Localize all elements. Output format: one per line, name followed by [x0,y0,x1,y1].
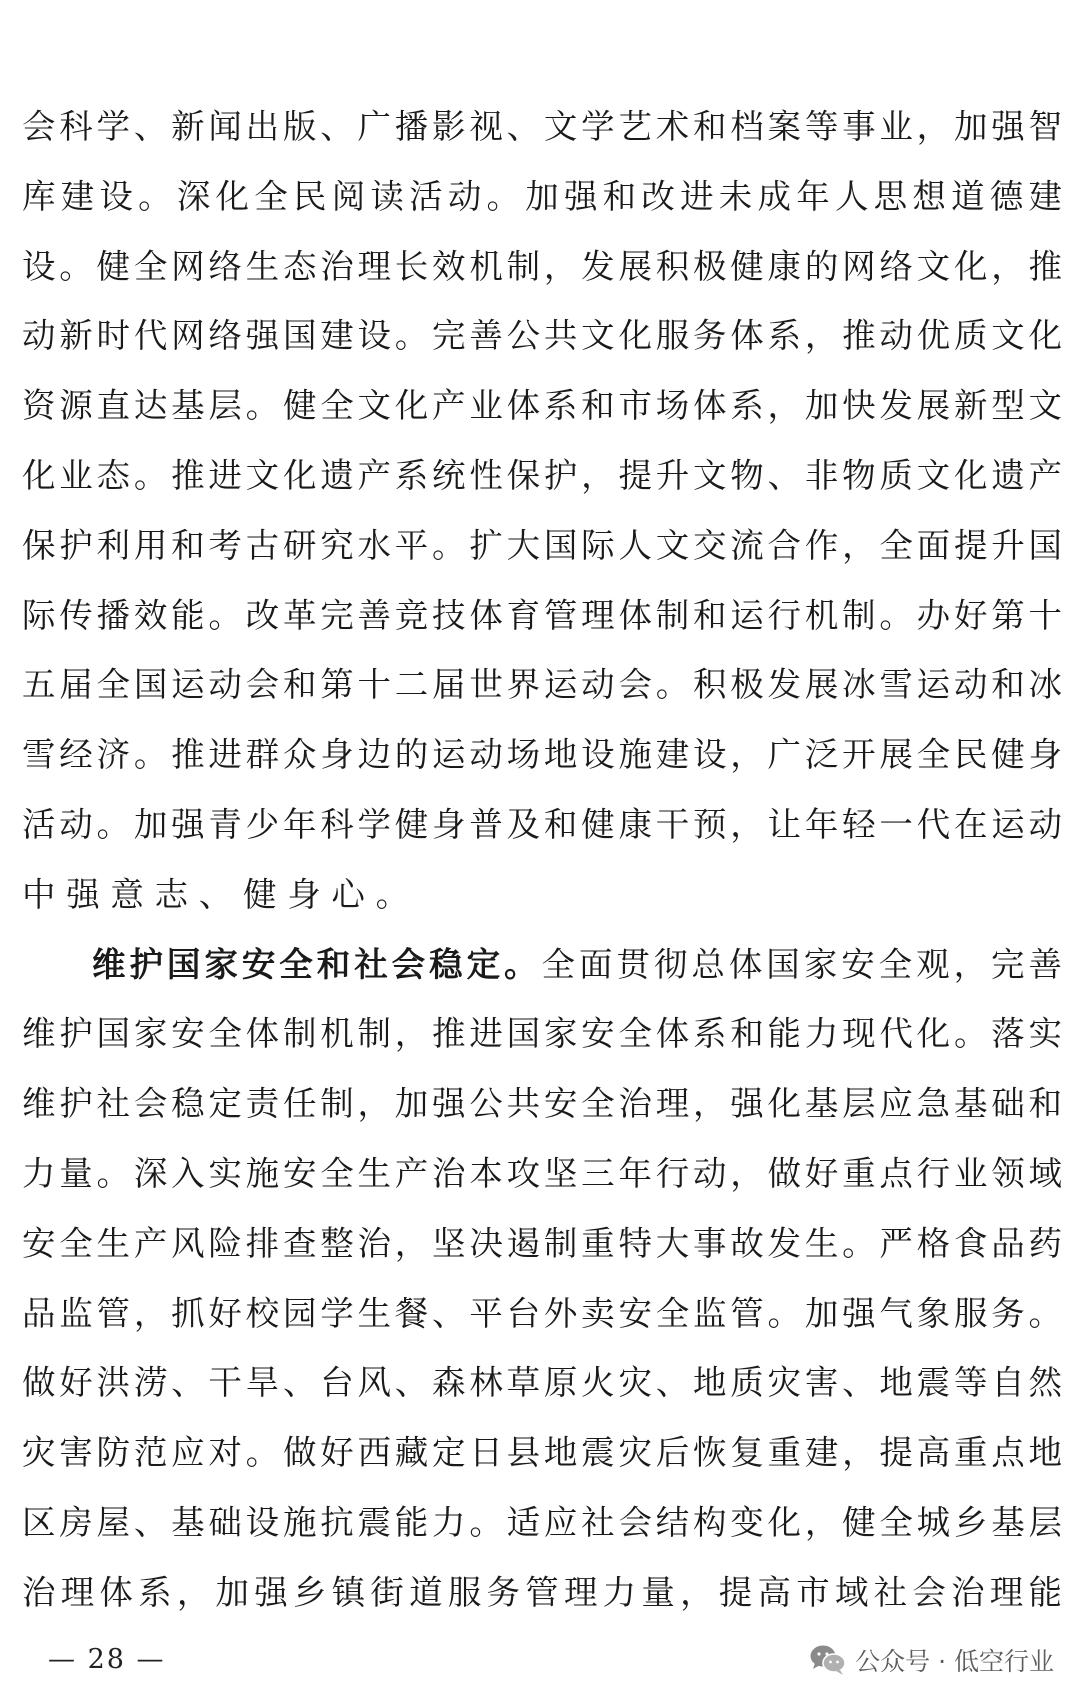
text-line: 库建设。深化全民阅读活动。加强和改进未成年人思想道德建 [22,176,1062,216]
text-line: 力量。深入实施安全生产治本攻坚三年行动，做好重点行业领域 [22,1153,1062,1193]
text-line: 资源直达基层。健全文化产业体系和市场体系，加快发展新型文 [22,386,1062,426]
text-line: 中强意志、健身心。 [22,874,420,914]
text-line: 活动。加强青少年科学健身普及和健康干预，让年轻一代在运动 [22,804,1062,844]
text-line: 动新时代网络强国建设。完善公共文化服务体系，推动优质文化 [22,316,1062,356]
text-line: 做好洪涝、干旱、台风、森林草原火灾、地质灾害、地震等自然 [22,1363,1062,1403]
text-line: 维护社会稳定责任制，加强公共安全治理，强化基层应急基础和 [22,1084,1062,1124]
text-line: 设。健全网络生态治理长效机制，发展积极健康的网络文化，推 [22,246,1062,286]
heading-line-text: 全面贯彻总体国家安全观，完善 [541,944,1062,984]
text-line: 会科学、新闻出版、广播影视、文学艺术和档案等事业，加强智 [22,107,1062,146]
watermark-text: 公众号 · 低空行业 [855,1647,1054,1676]
text-line: 品监管，抓好校园学生餐、平台外卖安全监管。加强气象服务。 [22,1293,1062,1333]
text-line: 区房屋、基础设施抗震能力。适应社会结构变化，健全城乡基层 [22,1502,1062,1542]
paragraph-heading: 维护国家安全和社会稳定。 [92,944,542,984]
page-number: — 28 — [48,1644,166,1675]
wechat-icon [809,1644,847,1676]
text-line: 化业态。推进文化遗产系统性保护，提升文物、非物质文化遗产 [22,455,1062,495]
paragraph-heading-line [22,930,1062,1000]
text-line: 五届全国运动会和第十二届世界运动会。积极发展冰雪运动和冰 [22,665,1062,705]
text-line: 灾害防范应对。做好西藏定日县地震灾后恢复重建，提高重点地 [22,1433,1062,1473]
text-line: 际传播效能。改革完善竞技体育管理体制和运行机制。办好第十 [22,595,1062,635]
text-line: 安全生产风险排查整治，坚决遏制重特大事故发生。严格食品药 [22,1223,1062,1263]
page-footer [0,1640,1080,1680]
text-line: 治理体系，加强乡镇街道服务管理力量，提高市域社会治理能 [22,1572,1062,1612]
body-text [22,92,1062,1628]
text-line: 维护国家安全体制机制，推进国家安全体系和能力现代化。落实 [22,1014,1062,1054]
text-line: 保护利用和考古研究水平。扩大国际人文交流合作，全面提升国 [22,525,1062,565]
watermark [809,1642,1054,1678]
text-line: 雪经济。推进群众身边的运动场地设施建设，广泛开展全民健身 [22,735,1062,775]
